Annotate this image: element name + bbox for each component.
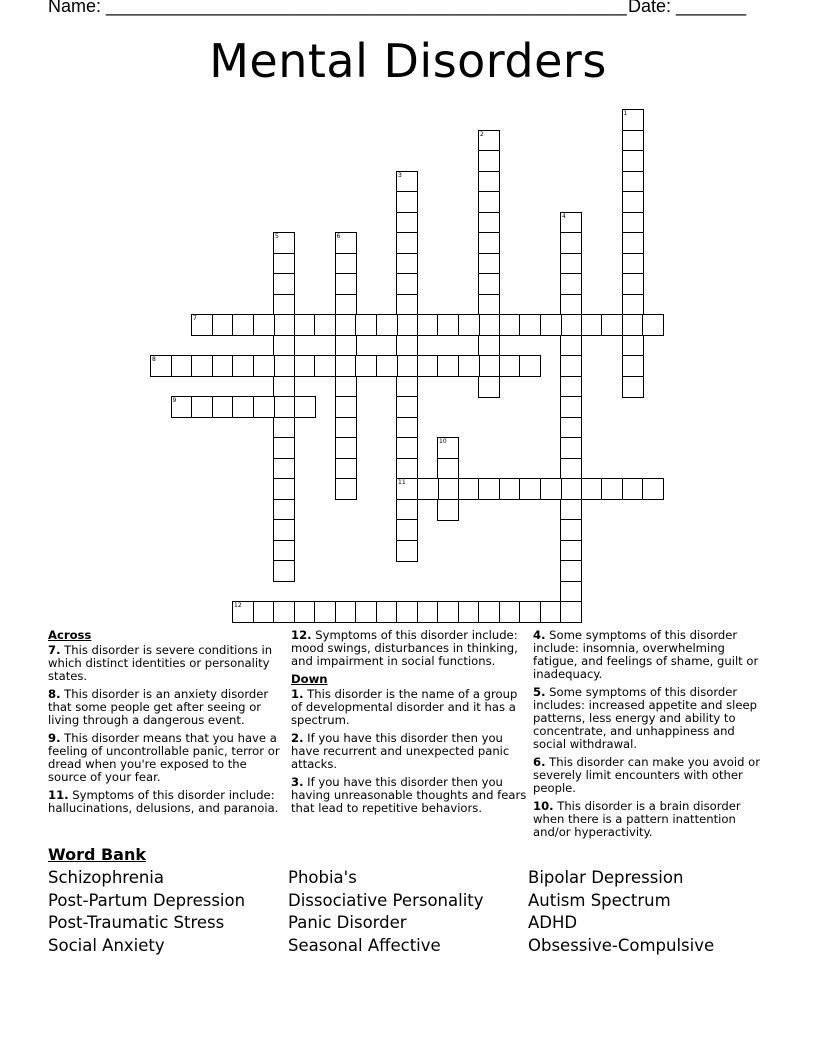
crossword-cell[interactable] bbox=[499, 601, 521, 623]
word-bank-item: Post-Traumatic Stress bbox=[48, 913, 225, 932]
crossword-cell[interactable] bbox=[212, 314, 234, 336]
crossword-cell[interactable] bbox=[273, 601, 295, 623]
crossword-cell[interactable] bbox=[478, 232, 500, 254]
crossword-cell[interactable] bbox=[396, 499, 418, 521]
crossword-cell[interactable] bbox=[560, 376, 582, 398]
word-bank-title: Word Bank bbox=[48, 845, 147, 864]
crossword-cell[interactable] bbox=[458, 601, 480, 623]
clue-across-8: 8. This disorder is an anxiety disorder that some people get after seeing or living through a dangerous event. bbox=[48, 687, 269, 727]
crossword-cell[interactable] bbox=[560, 232, 582, 254]
word-bank-item: Dissociative Personality bbox=[288, 890, 484, 910]
crossword-cell[interactable] bbox=[622, 376, 644, 398]
across-heading: Across bbox=[48, 628, 92, 642]
crossword-cell[interactable] bbox=[396, 191, 418, 213]
crossword-cell[interactable] bbox=[273, 232, 295, 254]
crossword-cell[interactable] bbox=[622, 478, 644, 500]
crossword-cell[interactable] bbox=[335, 294, 357, 316]
crossword-cell[interactable] bbox=[540, 314, 562, 336]
crossword-cell[interactable] bbox=[622, 232, 644, 254]
crossword-cell[interactable] bbox=[519, 314, 541, 336]
crossword-cell[interactable] bbox=[273, 478, 295, 500]
crossword-cell[interactable] bbox=[396, 458, 418, 480]
clue-across-11: 11. Symptoms of this disorder include: hallucinations, delusions, and paranoia. bbox=[48, 788, 279, 815]
crossword-cell[interactable] bbox=[540, 601, 562, 623]
word-bank-item: Seasonal Affective bbox=[288, 935, 441, 955]
crossword-cell[interactable] bbox=[253, 355, 275, 377]
clue-down-6: 6. This disorder can make you avoid or severely limit encounters with other people. bbox=[533, 755, 760, 795]
crossword-cell[interactable] bbox=[253, 396, 275, 418]
crossword-cell[interactable] bbox=[478, 478, 500, 500]
clue-across-12: 12. Symptoms of this disorder include: mood swings, disturbances in thinking, and impairment in social functions. bbox=[291, 628, 518, 668]
crossword-cell[interactable] bbox=[478, 376, 500, 398]
crossword-cell[interactable] bbox=[294, 396, 316, 418]
crossword-cell[interactable] bbox=[191, 314, 213, 336]
crossword-cell[interactable] bbox=[417, 601, 439, 623]
crossword-cell[interactable] bbox=[478, 273, 500, 295]
crossword-cell[interactable] bbox=[622, 109, 644, 131]
crossword-cell[interactable] bbox=[314, 355, 336, 377]
word-bank-item: Post-Partum Depression bbox=[48, 890, 246, 910]
crossword-cell[interactable] bbox=[519, 355, 541, 377]
crossword-cell[interactable] bbox=[273, 458, 295, 480]
crossword-cell[interactable] bbox=[335, 437, 357, 459]
crossword-cell[interactable] bbox=[519, 601, 541, 623]
crossword-cell[interactable] bbox=[560, 273, 582, 295]
crossword-cell[interactable] bbox=[478, 171, 500, 193]
crossword-cell[interactable] bbox=[622, 335, 644, 357]
clues-column-1 bbox=[48, 629, 284, 820]
crossword-cell[interactable] bbox=[294, 314, 316, 336]
crossword-cell[interactable] bbox=[191, 396, 213, 418]
crossword-cell[interactable] bbox=[396, 171, 418, 193]
word-bank-item: Obsessive-Compulsive bbox=[528, 935, 715, 955]
crossword-cell[interactable] bbox=[335, 396, 357, 418]
crossword-cell[interactable] bbox=[396, 335, 418, 357]
crossword-cell[interactable] bbox=[335, 478, 357, 500]
crossword-cell[interactable] bbox=[560, 212, 582, 234]
crossword-cell[interactable] bbox=[355, 601, 377, 623]
crossword-cell[interactable] bbox=[437, 437, 459, 459]
date-field-label: Date: _______ bbox=[628, 0, 747, 16]
crossword-cell[interactable] bbox=[273, 519, 295, 541]
crossword-cell[interactable] bbox=[560, 253, 582, 275]
clue-down-4: 4. Some symptoms of this disorder include: insomnia, overwhelming fatigue, and feelings of shame, guilt or inadequacy. bbox=[533, 628, 759, 681]
crossword-cell[interactable] bbox=[294, 601, 316, 623]
crossword-cell[interactable] bbox=[622, 191, 644, 213]
crossword-cell[interactable] bbox=[335, 458, 357, 480]
crossword-cell[interactable] bbox=[396, 519, 418, 541]
crossword-cell[interactable] bbox=[622, 171, 644, 193]
crossword-cell[interactable] bbox=[294, 355, 316, 377]
crossword-cell[interactable] bbox=[417, 478, 439, 500]
crossword-cell[interactable] bbox=[396, 601, 418, 623]
crossword-cell[interactable] bbox=[478, 335, 500, 357]
clue-across-9: 9. This disorder means that you have a feeling of uncontrollable panic, terror or dread when you're exposed to the source of your fear. bbox=[48, 731, 280, 784]
crossword-cell[interactable] bbox=[335, 273, 357, 295]
crossword-cell[interactable] bbox=[560, 478, 582, 500]
crossword-cell[interactable] bbox=[171, 396, 193, 418]
crossword-cell[interactable] bbox=[478, 294, 500, 316]
crossword-cell[interactable] bbox=[396, 212, 418, 234]
crossword-cell[interactable] bbox=[478, 130, 500, 152]
crossword-cell[interactable] bbox=[212, 396, 234, 418]
crossword-cell[interactable] bbox=[335, 376, 357, 398]
crossword-cell[interactable] bbox=[437, 499, 459, 521]
clue-number: 8 bbox=[152, 356, 156, 363]
crossword-cell[interactable] bbox=[540, 478, 562, 500]
word-bank-item: Autism Spectrum bbox=[528, 890, 671, 910]
clue-number: 5 bbox=[275, 233, 279, 240]
crossword-cell[interactable] bbox=[335, 253, 357, 275]
crossword-cell[interactable] bbox=[335, 601, 357, 623]
crossword-cell[interactable] bbox=[273, 417, 295, 439]
clues-column-2 bbox=[291, 629, 527, 820]
clue-down-1: 1. This disorder is the name of a group of developmental disorder and it has a spectrum. bbox=[291, 687, 518, 727]
crossword-cell[interactable] bbox=[376, 314, 398, 336]
crossword-cell[interactable] bbox=[396, 253, 418, 275]
word-bank-list bbox=[48, 867, 768, 956]
crossword-cell[interactable] bbox=[273, 355, 295, 377]
clue-down-3: 3. If you have this disorder then you having unreasonable thoughts and fears that lead to repetitive behaviors. bbox=[291, 775, 527, 815]
crossword-cell[interactable] bbox=[273, 540, 295, 562]
crossword-cell[interactable] bbox=[622, 253, 644, 275]
crossword-cell[interactable] bbox=[232, 355, 254, 377]
crossword-cell[interactable] bbox=[212, 355, 234, 377]
crossword-cell[interactable] bbox=[560, 581, 582, 603]
crossword-cell[interactable] bbox=[273, 273, 295, 295]
crossword-cell[interactable] bbox=[499, 478, 521, 500]
crossword-cell[interactable] bbox=[478, 355, 500, 377]
clue-number: 6 bbox=[336, 233, 341, 240]
crossword-cell[interactable] bbox=[335, 335, 357, 357]
clue-number: 1 bbox=[623, 110, 628, 117]
crossword-cell[interactable] bbox=[376, 601, 398, 623]
crossword-cell[interactable] bbox=[499, 355, 521, 377]
crossword-cell[interactable] bbox=[458, 314, 480, 336]
crossword-cell[interactable] bbox=[232, 601, 254, 623]
clue-down-2: 2. If you have this disorder then you have recurrent and unexpected panic attacks. bbox=[291, 731, 510, 771]
crossword-cell[interactable] bbox=[417, 314, 439, 336]
crossword-cell[interactable] bbox=[232, 314, 254, 336]
page-title: Mental Disorders bbox=[209, 34, 607, 88]
crossword-cell[interactable] bbox=[458, 355, 480, 377]
clue-number: 2 bbox=[480, 130, 484, 138]
crossword-cell[interactable] bbox=[622, 130, 644, 152]
crossword-cell[interactable] bbox=[273, 499, 295, 521]
crossword-cell[interactable] bbox=[622, 314, 644, 336]
word-bank-item: Panic Disorder bbox=[288, 913, 407, 932]
name-field-label: Name: ____________________________________________________ bbox=[48, 0, 627, 16]
crossword-cell[interactable] bbox=[396, 355, 418, 377]
crossword-cell[interactable] bbox=[314, 314, 336, 336]
crossword-cell[interactable] bbox=[396, 417, 418, 439]
word-bank-item: Schizophrenia bbox=[48, 868, 164, 887]
clue-number: 4 bbox=[562, 212, 566, 220]
clue-number: 10 bbox=[439, 438, 447, 445]
crossword-cell[interactable] bbox=[396, 478, 418, 500]
crossword-cell[interactable] bbox=[560, 601, 582, 623]
crossword-cell[interactable] bbox=[622, 294, 644, 316]
crossword-cell[interactable] bbox=[396, 273, 418, 295]
word-bank-item: Bipolar Depression bbox=[528, 868, 684, 887]
crossword-cell[interactable] bbox=[396, 376, 418, 398]
crossword-cell[interactable] bbox=[478, 601, 500, 623]
crossword-cell[interactable] bbox=[437, 355, 459, 377]
crossword-cell[interactable] bbox=[622, 355, 644, 377]
crossword-cell[interactable] bbox=[335, 355, 357, 377]
crossword-cell[interactable] bbox=[560, 458, 582, 480]
crossword-cell[interactable] bbox=[601, 478, 623, 500]
crossword-cell[interactable] bbox=[273, 437, 295, 459]
crossword-cell[interactable] bbox=[396, 437, 418, 459]
crossword-cell[interactable] bbox=[191, 355, 213, 377]
crossword-cell[interactable] bbox=[396, 232, 418, 254]
crossword-cell[interactable] bbox=[273, 294, 295, 316]
crossword-cell[interactable] bbox=[519, 478, 541, 500]
down-heading: Down bbox=[291, 672, 328, 686]
crossword-cell[interactable] bbox=[396, 396, 418, 418]
crossword-cell[interactable] bbox=[622, 212, 644, 234]
crossword-cell[interactable] bbox=[273, 253, 295, 275]
crossword-cell[interactable] bbox=[437, 458, 459, 480]
crossword-cell[interactable] bbox=[437, 601, 459, 623]
clue-number: 11 bbox=[398, 479, 406, 486]
crossword-cell[interactable] bbox=[622, 150, 644, 172]
crossword-cell[interactable] bbox=[560, 560, 582, 582]
crossword-cell[interactable] bbox=[232, 396, 254, 418]
crossword-cell[interactable] bbox=[601, 314, 623, 336]
clue-down-10: 10. This disorder is a brain disorder when there is a pattern inattention and/or hyperactivity. bbox=[533, 799, 741, 839]
crossword-cell[interactable] bbox=[478, 253, 500, 275]
crossword-cell[interactable] bbox=[560, 396, 582, 418]
crossword-cell[interactable] bbox=[355, 314, 377, 336]
crossword-cell[interactable] bbox=[314, 601, 336, 623]
clue-number: 9 bbox=[172, 397, 177, 404]
crossword-cell[interactable] bbox=[478, 150, 500, 172]
crossword-cell[interactable] bbox=[560, 540, 582, 562]
crossword-cell[interactable] bbox=[437, 314, 459, 336]
crossword-cell[interactable] bbox=[478, 314, 500, 336]
crossword-cell[interactable] bbox=[560, 417, 582, 439]
crossword-cell[interactable] bbox=[560, 314, 582, 336]
crossword-cell[interactable] bbox=[273, 314, 295, 336]
crossword-cell[interactable] bbox=[642, 314, 664, 336]
crossword-cell[interactable] bbox=[396, 314, 418, 336]
crossword-cell[interactable] bbox=[478, 191, 500, 213]
crossword-cell[interactable] bbox=[478, 212, 500, 234]
word-bank-item: Phobia's bbox=[288, 868, 357, 887]
clue-number: 3 bbox=[398, 171, 402, 179]
crossword-cell[interactable] bbox=[560, 294, 582, 316]
crossword-cell[interactable] bbox=[458, 478, 480, 500]
crossword-cell[interactable] bbox=[376, 355, 398, 377]
crossword-cell[interactable] bbox=[499, 314, 521, 336]
clue-across-7: 7. This disorder is severe conditions in which distinct identities or personality states. bbox=[48, 643, 273, 683]
crossword-cell[interactable] bbox=[253, 314, 275, 336]
crossword-cell[interactable] bbox=[355, 355, 377, 377]
crossword-cell[interactable] bbox=[335, 232, 357, 254]
crossword-cell[interactable] bbox=[622, 273, 644, 295]
word-bank-item: Social Anxiety bbox=[48, 935, 165, 955]
crossword-cell[interactable] bbox=[150, 355, 172, 377]
crossword-cell[interactable] bbox=[273, 376, 295, 398]
crossword-cell[interactable] bbox=[417, 355, 439, 377]
clue-number: 12 bbox=[234, 602, 242, 609]
crossword-cell[interactable] bbox=[335, 417, 357, 439]
crossword-cell[interactable] bbox=[560, 335, 582, 357]
clues-column-3 bbox=[533, 629, 769, 844]
crossword-cell[interactable] bbox=[273, 396, 295, 418]
clue-number: 7 bbox=[193, 315, 197, 322]
crossword-cell[interactable] bbox=[335, 314, 357, 336]
crossword-cell[interactable] bbox=[560, 437, 582, 459]
crossword-cell[interactable] bbox=[396, 540, 418, 562]
crossword-cell[interactable] bbox=[581, 478, 603, 500]
crossword-cell[interactable] bbox=[171, 355, 193, 377]
crossword-cell[interactable] bbox=[560, 499, 582, 521]
clue-down-5: 5. Some symptoms of this disorder includes: increased appetite and sleep patterns, less energy and ability to concentrate, and unhappiness and social withdrawal. bbox=[533, 685, 758, 751]
crossword-cell[interactable] bbox=[560, 519, 582, 541]
crossword-cell[interactable] bbox=[396, 294, 418, 316]
word-bank bbox=[48, 845, 768, 956]
crossword-cell[interactable] bbox=[273, 335, 295, 357]
crossword-cell[interactable] bbox=[642, 478, 664, 500]
crossword-cell[interactable] bbox=[437, 478, 459, 500]
word-bank-item: ADHD bbox=[528, 913, 578, 932]
crossword-cell[interactable] bbox=[560, 355, 582, 377]
crossword-cell[interactable] bbox=[581, 314, 603, 336]
crossword-cell[interactable] bbox=[273, 560, 295, 582]
crossword-cell[interactable] bbox=[253, 601, 275, 623]
